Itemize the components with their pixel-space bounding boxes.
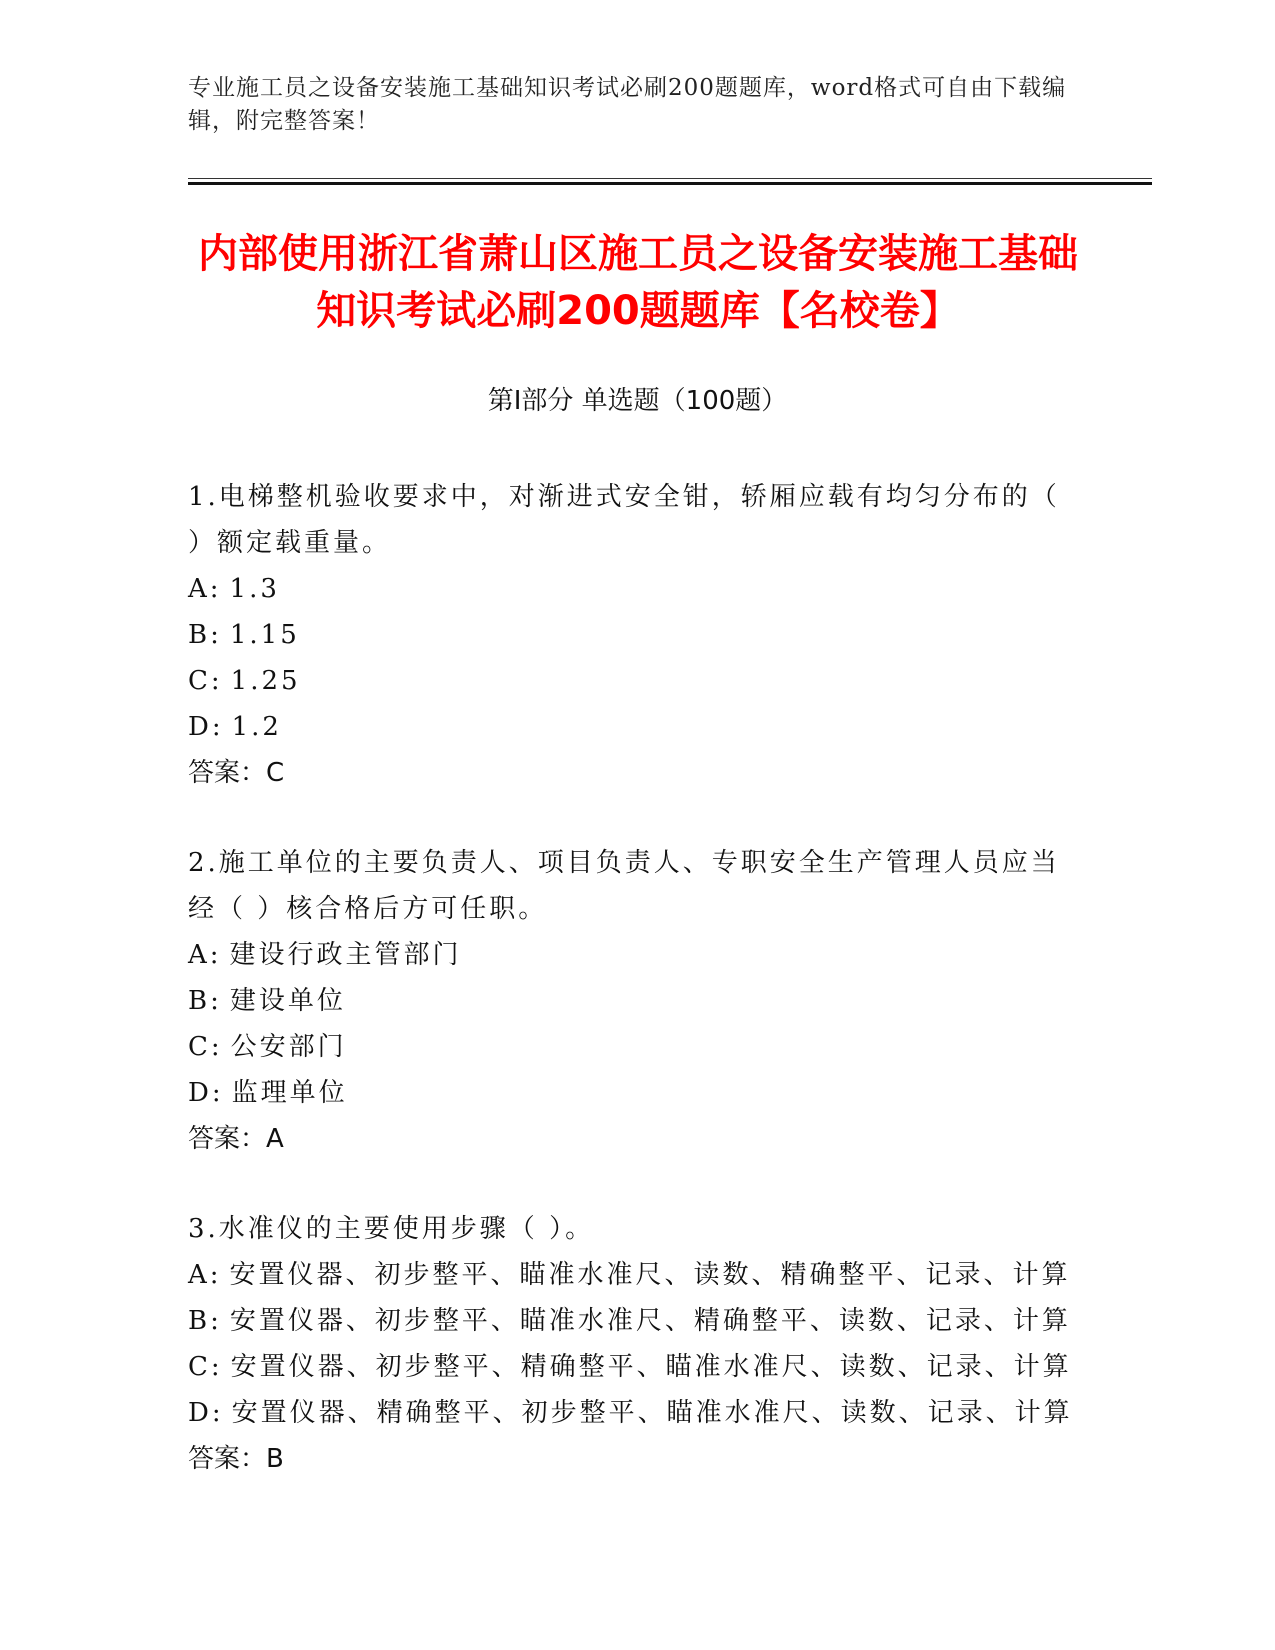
option-letter: B: <box>188 986 222 1016</box>
option-letter: B: <box>188 1306 222 1336</box>
answer-line: 答案：C <box>188 758 285 788</box>
option-text: 安置仪器、精确整平、初步整平、瞄准水准尺、读数、记录、计算 <box>231 1398 1073 1428</box>
question-1 <box>188 474 1068 796</box>
question-2 <box>188 840 1068 1162</box>
option-text: 安置仪器、初步整平、瞄准水准尺、精确整平、读数、记录、计算 <box>229 1306 1071 1336</box>
option-letter: C: <box>188 1352 223 1382</box>
option-b <box>188 978 1068 1024</box>
header-divider-thin <box>188 178 1152 179</box>
option-text: 安置仪器、初步整平、瞄准水准尺、读数、精确整平、记录、计算 <box>229 1260 1071 1290</box>
question-stem: 3.水准仪的主要使用步骤（ ）。 <box>188 1214 595 1244</box>
option-letter: D: <box>188 1078 224 1108</box>
option-letter: B: <box>188 620 222 650</box>
option-letter: D: <box>188 1398 224 1428</box>
option-d <box>188 704 1068 750</box>
option-a <box>188 932 1068 978</box>
option-text: 1.25 <box>230 666 301 696</box>
option-a <box>188 566 1068 612</box>
option-d <box>188 1390 1073 1436</box>
answer-line: 答案：B <box>188 1444 284 1474</box>
option-d <box>188 1070 1068 1116</box>
section-title: 第Ⅰ部分 单选题（100题） <box>487 386 788 416</box>
option-letter: A: <box>188 940 222 970</box>
option-text: 建设单位 <box>229 986 346 1016</box>
option-text: 1.2 <box>231 712 282 742</box>
header-divider-thick <box>188 182 1152 185</box>
option-c <box>188 658 1068 704</box>
question-3 <box>188 1206 1073 1482</box>
question-list <box>188 474 1073 1526</box>
option-c <box>188 1024 1068 1070</box>
option-letter: A: <box>188 1260 222 1290</box>
option-letter: D: <box>188 712 224 742</box>
option-text: 公安部门 <box>230 1032 347 1062</box>
header-note: 专业施工员之设备安装施工基础知识考试必刷200题题库，word格式可自由下载编辑，附完整答案！ <box>188 75 1067 134</box>
option-text: 安置仪器、初步整平、精确整平、瞄准水准尺、读数、记录、计算 <box>230 1352 1072 1382</box>
question-stem: 1.电梯整机验收要求中，对渐进式安全钳，轿厢应载有均匀分布的（ ）额定载重量。 <box>188 482 1060 558</box>
option-text: 监理单位 <box>231 1078 348 1108</box>
option-a <box>188 1252 1071 1298</box>
option-b <box>188 612 1068 658</box>
option-text: 建设行政主管部门 <box>229 940 462 970</box>
option-b <box>188 1298 1071 1344</box>
option-c <box>188 1344 1072 1390</box>
question-stem: 2.施工单位的主要负责人、项目负责人、专职安全生产管理人员应当经（ ）核合格后方可任职。 <box>188 848 1060 924</box>
option-letter: C: <box>188 1032 223 1062</box>
option-letter: A: <box>188 574 222 604</box>
document-title: 内部使用浙江省萧山区施工员之设备安装施工基础知识考试必刷200题题库【名校卷】 <box>198 231 1078 334</box>
answer-line: 答案：A <box>188 1124 284 1154</box>
option-text: 1.15 <box>229 620 300 650</box>
option-text: 1.3 <box>229 574 280 604</box>
option-letter: C: <box>188 666 223 696</box>
